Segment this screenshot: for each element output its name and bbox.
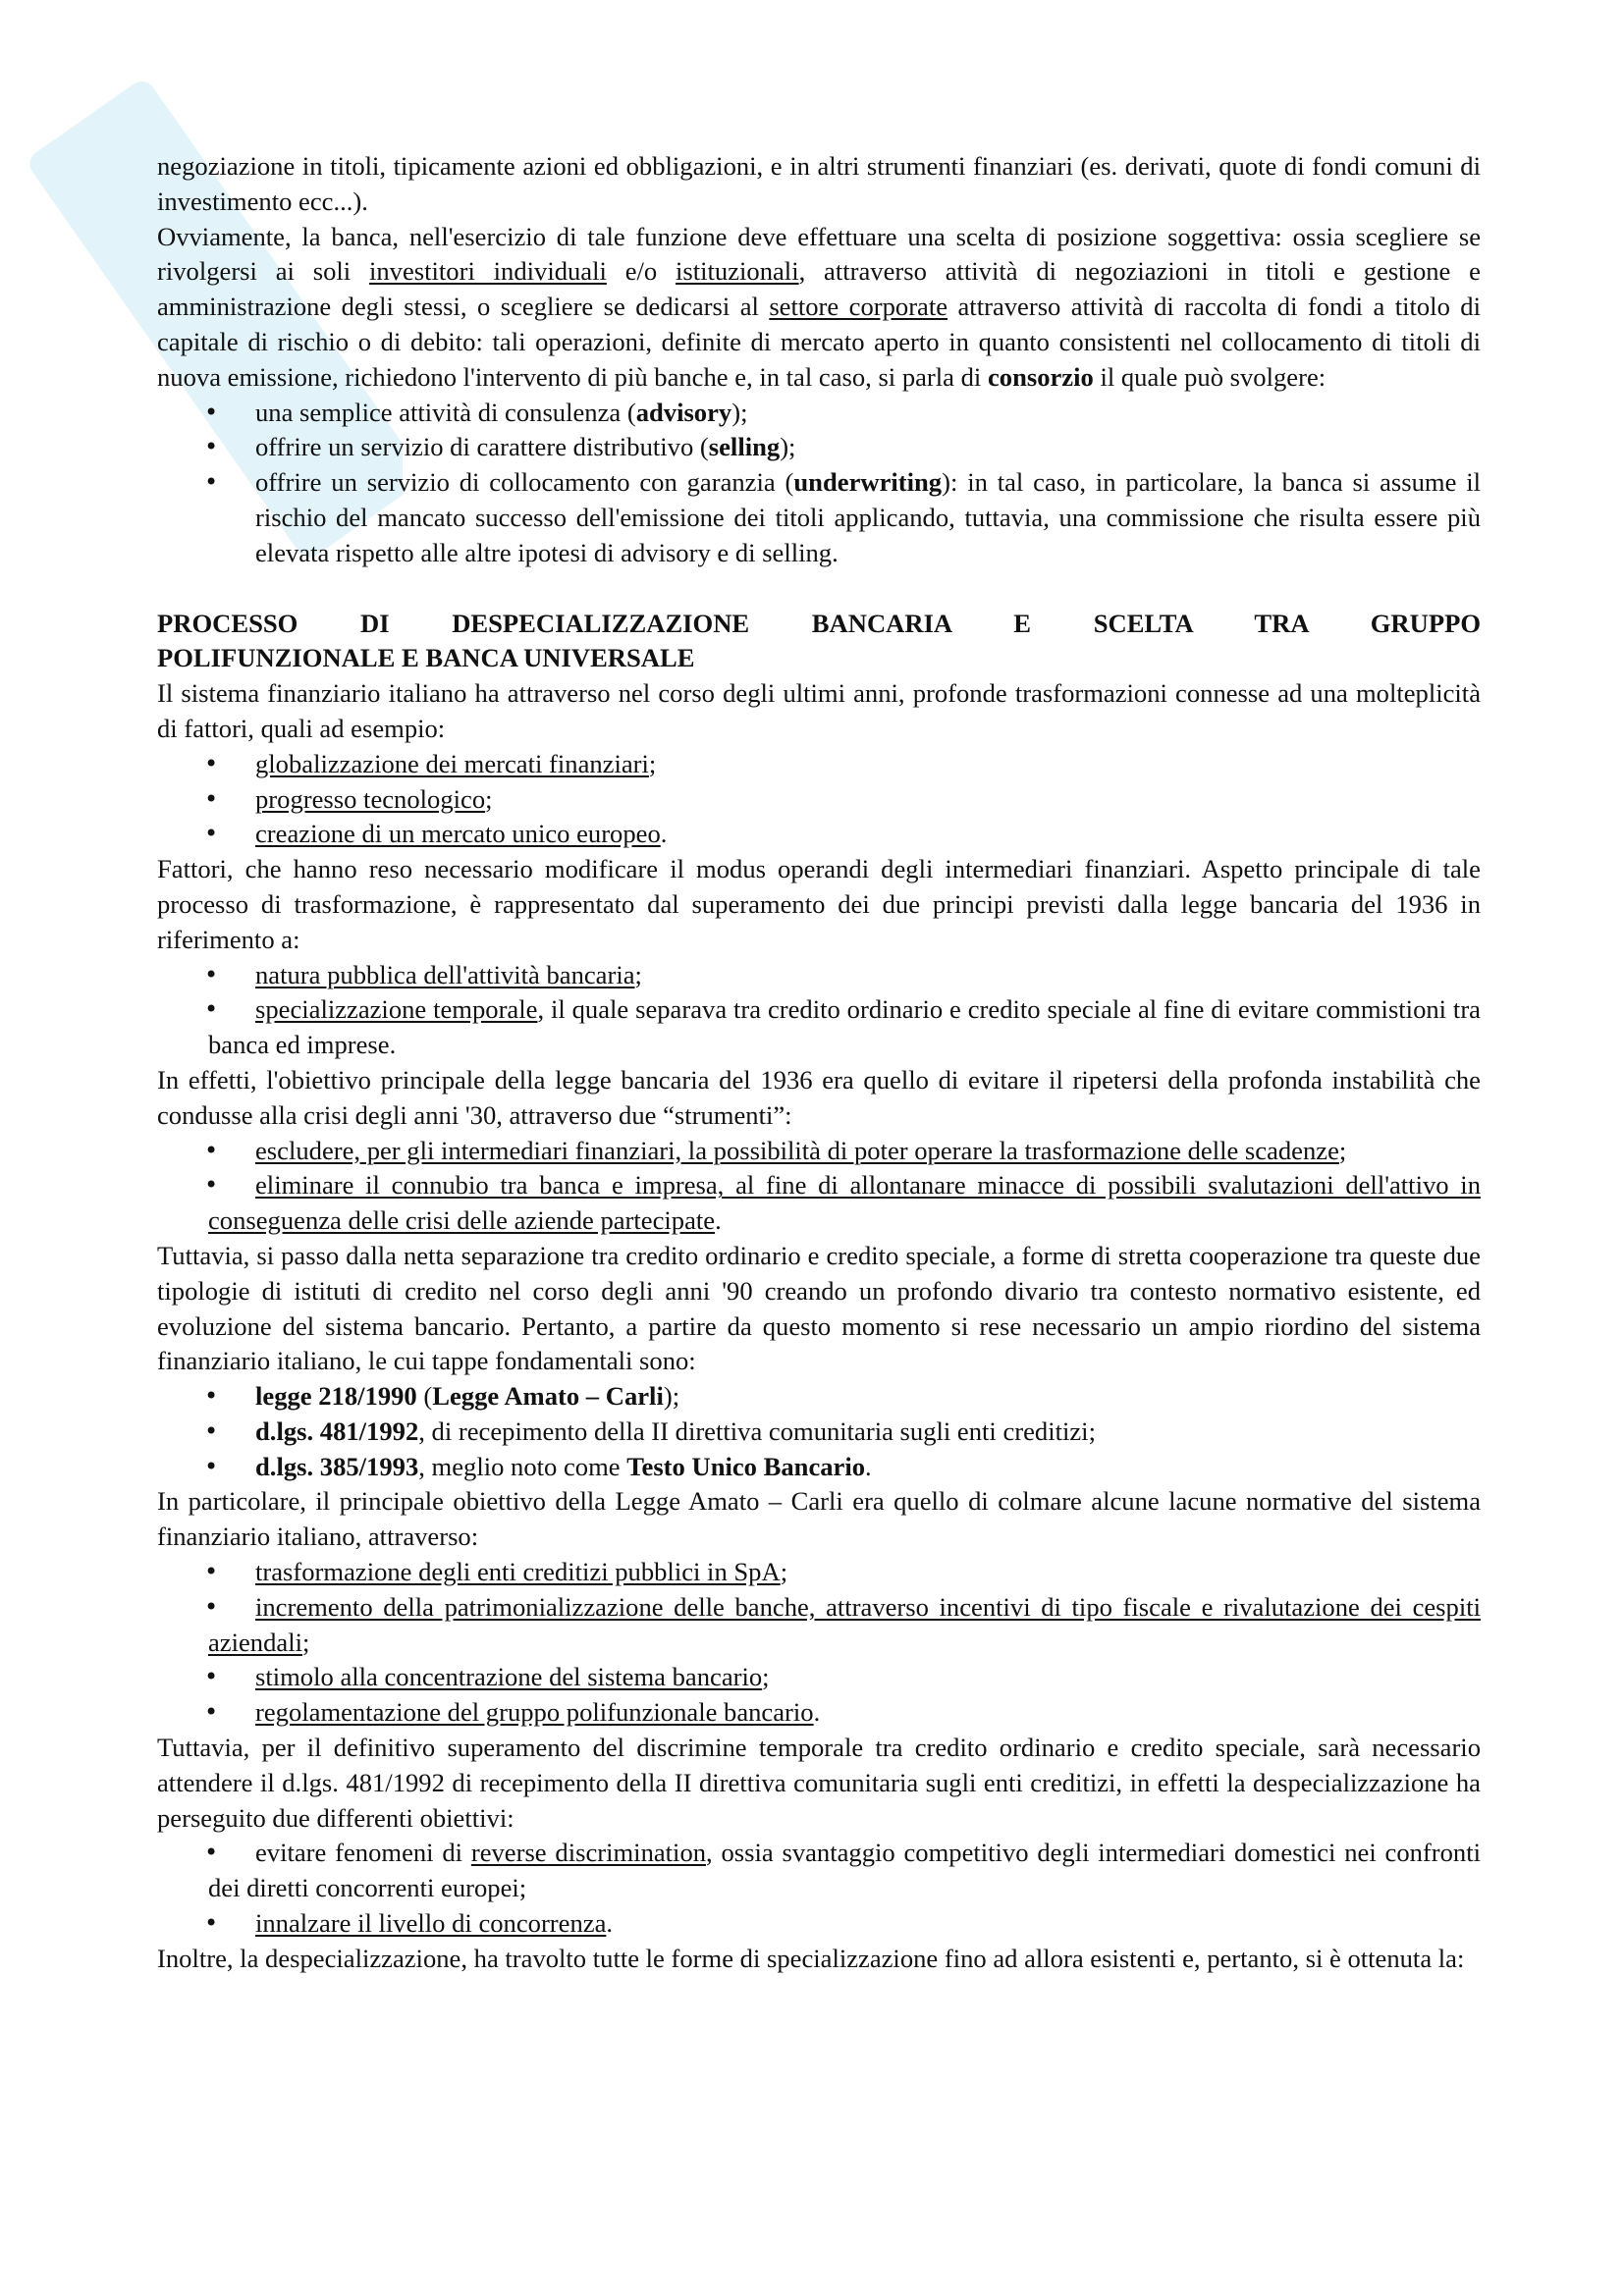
paragraph: Ovviamente, la banca, nell'esercizio di tale funzione deve effettuare una scelta di posizione soggettiva: ossia scegliere se rivolgersi ai soli investitori individuali e/o istituzionali, attraverso attività di negoziazioni in titoli e gestione e amministrazione degli stessi, o scegliere se dedicarsi al settore corporate attraverso attività di raccolta di fondi a titolo di capitale di rischio o di debito: tali operazioni, definite di mercato aperto in quanto consistenti nel collocamento di titoli di nuova emissione, richiedono l'intervento di più banche e, in tal caso, si parla di consorzio il quale può svolgere:: [157, 221, 1481, 392]
bullet-list: [157, 747, 1481, 852]
list-item: • natura pubblica dell'attività bancaria;: [157, 958, 1481, 993]
paragraph: Tuttavia, per il definitivo superamento del discrimine temporale tra credito ordinario e credito speciale, sarà necessario attendere il d.lgs. 481/1992 di recepimento della II direttiva comunitaria sugli enti creditizi, in effetti la despecializzazione ha perseguito due differenti obiettivi:: [157, 1733, 1481, 1833]
bullet-glyph: •: [204, 1663, 219, 1691]
list-item: • specializzazione temporale, il quale separava tra credito ordinario e credito speciale al fine di evitare commistioni tra banca ed imprese.: [204, 994, 1481, 1060]
list-item: • regolamentazione del gruppo polifunzionale bancario.: [157, 1695, 1481, 1731]
list-item: • globalizzazione dei mercati finanziari;: [157, 747, 1481, 782]
bullet-glyph: •: [204, 1839, 219, 1867]
bullet-list: [157, 396, 1481, 571]
document-page: [157, 149, 1481, 1977]
list-item: • legge 218/1990 (Legge Amato – Carli);: [157, 1379, 1481, 1415]
list-item: • incremento della patrimonializzazione delle banche, attraverso incentivi di tipo fiscale e rivalutazione dei cespiti aziendali;: [204, 1591, 1481, 1657]
paragraph: Inoltre, la despecializzazione, ha travolto tutte le forme di specializzazione fino ad allora esistenti e, pertanto, si è ottenuta la:: [157, 1943, 1465, 1973]
paragraph: Il sistema finanziario italiano ha attraverso nel corso degli ultimi anni, profonde trasformazioni connesse ad una molteplicità di fattori, quali ad esempio:: [157, 678, 1481, 743]
bullet-list: [157, 1836, 1481, 1941]
paragraph: Fattori, che hanno reso necessario modificare il modus operandi degli intermediari finanziari. Aspetto principale di tale processo di trasformazione, è rappresentato dal superamento dei due principi previsti dalla legge bancaria del 1936 in riferimento a:: [157, 854, 1481, 954]
paragraph: Tuttavia, si passo dalla netta separazione tra credito ordinario e credito speciale, a forme di stretta cooperazione tra queste due tipologie di istituti di credito nel corso degli anni '90 creando un profondo divario tra contesto normativo esistente, ed evoluzione del sistema bancario. Pertanto, a partire da questo momento si rese necessario un ampio riordino del sistema finanziario italiano, le cui tappe fondamentali sono:: [157, 1240, 1481, 1376]
list-item: • trasformazione degli enti creditizi pubblici in SpA;: [157, 1555, 1481, 1590]
list-item: • offrire un servizio di carattere distributivo (selling);: [204, 432, 796, 462]
list-item: • evitare fenomeni di reverse discrimination, ossia svantaggio competitivo degli intermediari domestici nei confronti dei diretti concorrenti europei;: [204, 1838, 1482, 1903]
bullet-glyph: •: [204, 1558, 219, 1586]
list-item: • escludere, per gli intermediari finanziari, la possibilità di poter operare la trasformazione delle scadenze;: [157, 1134, 1481, 1169]
bullet-glyph: •: [204, 960, 219, 988]
section-heading: PROCESSO DI DESPECIALIZZAZIONE BANCARIA E SCELTA TRA GRUPPO POLIFUNZIONALE E BANCA UNIVERSALE: [157, 608, 1481, 673]
bullet-glyph: •: [204, 1909, 219, 1938]
list-item: • innalzare il livello di concorrenza.: [157, 1906, 1481, 1942]
bullet-glyph: •: [204, 1698, 219, 1727]
list-item: • d.lgs. 481/1992, di recepimento della II direttiva comunitaria sugli enti creditizi;: [157, 1415, 1481, 1450]
bullet-list: [157, 958, 1481, 1063]
list-item: • eliminare il connubio tra banca e impresa, al fine di allontanare minacce di possibili svalutazioni dell'attivo in conseguenza delle crisi delle aziende partecipate.: [204, 1170, 1481, 1236]
list-item: • progresso tecnologico;: [157, 782, 1481, 818]
list-item: • offrire un servizio di collocamento con garanzia (underwriting): in tal caso, in particolare, la banca si assume il rischio del mancato successo dell'emissione dei titoli applicando, tuttavia, una commissione che risulta essere più elevata rispetto alle altre ipotesi di advisory e di selling.: [204, 467, 1482, 567]
bullet-list: [157, 1555, 1481, 1731]
bullet-glyph: •: [204, 1171, 219, 1200]
bullet-glyph: •: [204, 1136, 219, 1164]
bullet-list: [157, 1134, 1481, 1239]
list-item: • d.lgs. 385/1993, meglio noto come Testo Unico Bancario.: [157, 1450, 1481, 1485]
bullet-glyph: •: [204, 995, 219, 1024]
list-item: • una semplice attività di consulenza (advisory);: [204, 397, 748, 427]
paragraph: In particolare, il principale obiettivo della Legge Amato – Carli era quello di colmare alcune lacune normative del sistema finanziario italiano, attraverso:: [157, 1486, 1481, 1552]
list-item: • creazione di un mercato unico europeo.: [157, 817, 1481, 852]
bullet-list: [157, 1379, 1481, 1484]
paragraph: In effetti, l'obiettivo principale della legge bancaria del 1936 era quello di evitare il ripetersi della profonda instabilità che condusse alla crisi degli anni '30, attraverso due “strumenti”:: [157, 1064, 1481, 1130]
paragraph: negoziazione in titoli, tipicamente azioni ed obbligazioni, e in altri strumenti finanziari (es. derivati, quote di fondi comuni di investimento ecc...).: [157, 151, 1481, 216]
list-item: • stimolo alla concentrazione del sistema bancario;: [157, 1660, 1481, 1695]
bullet-glyph: •: [204, 1592, 219, 1621]
